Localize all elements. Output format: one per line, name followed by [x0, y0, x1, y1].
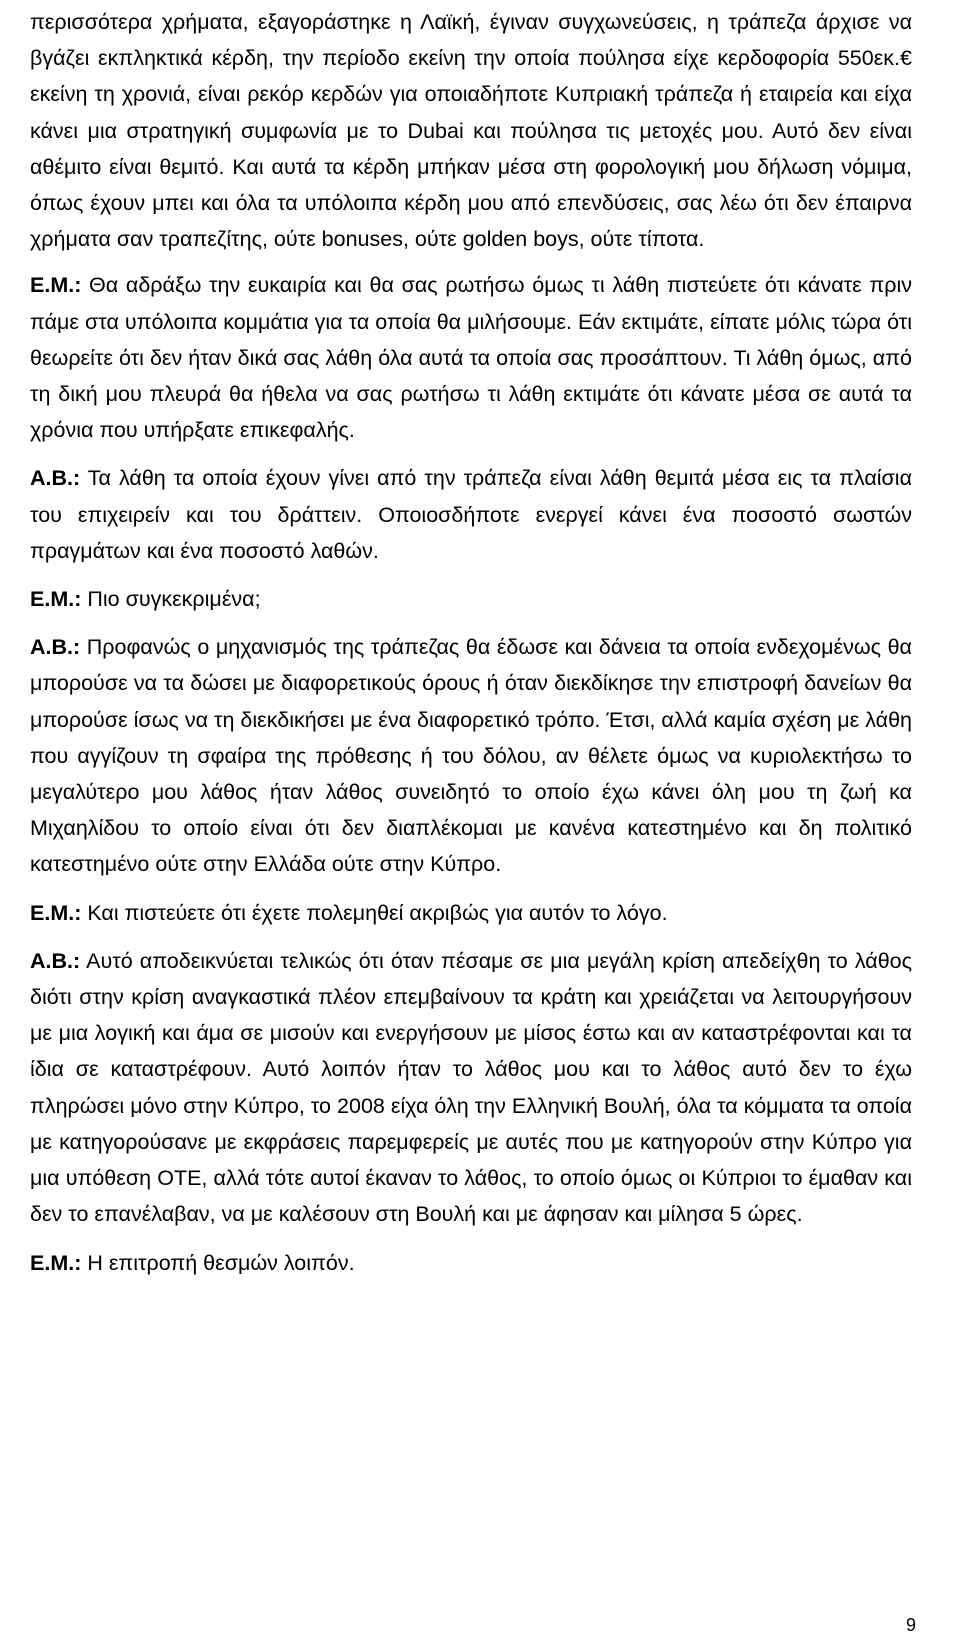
- paragraph-text: Αυτό αποδεικνύεται τελικώς ότι όταν πέσαμε σε μια μεγάλη κρίση απεδείχθη το λάθος διότι στην κρίση αναγκαστικά πλέον επεμβαίνουν τα κράτη και χρειάζεται να λειτουργήσουν με μια λογική και άμα σε μισούν και ενεργήσουν με μίσος έστω και αν καταστρέφονται και τα ίδια σε καταστρέφουν. Αυτό λοιπόν ήταν το λάθος μου και το λάθος αυτό δεν το έχω πληρώσει μόνο στην Κύπρο, το 2008 είχα όλη την Ελληνική Βουλή, όλα τα κόμματα τα οποία με κατηγορούσανε με εκφράσεις παρεμφερείς με αυτές που με κατηγορούν στην Κύπρο για μια υπόθεση ΟΤΕ, αλλά τότε αυτοί έκαναν το λάθος, το οποίο όμως οι Κύπριοι το έμαθαν και δεν το επανέλαβαν, να με καλέσουν στη Βουλή και με άφησαν και μίλησα 5 ώρες.: [30, 948, 912, 1227]
- paragraph-text: περισσότερα χρήματα, εξαγοράστηκε η Λαϊκή, έγιναν συγχωνεύσεις, η τράπεζα άρχισε να βγάζει εκπληκτικά κέρδη, την περίοδο εκείνη την οποία πούλησα είχε κερδοφορία 550εκ.€ εκείνη τη χρονιά, είναι ρεκόρ κερδών για οποιαδήποτε Κυπριακή τράπεζα ή εταιρεία και είχα κάνει μια στρατηγική συμφωνία με το Dubai και πούλησα τις μετοχές μου. Αυτό δεν είναι αθέμιτο είναι θεμιτό. Και αυτά τα κέρδη μπήκαν μέσα στη φορολογική μου δήλωση νόμιμα, όπως έχουν μπει και όλα τα υπόλοιπα κέρδη μου από επενδύσεις, σας λέω ότι δεν έπαιρνα χρήματα σαν τραπεζίτης, ούτε bonuses, ούτε golden boys, ούτε τίποτα.: [30, 10, 912, 252]
- paragraph-ab-answer-crisis: [30, 943, 912, 1233]
- speaker-label: Α.Β.:: [30, 948, 81, 973]
- speaker-label: Ε.Μ.:: [30, 587, 82, 612]
- speaker-label: Ε.Μ.:: [30, 1250, 82, 1275]
- paragraph-text: Τα λάθη τα οποία έχουν γίνει από την τράπεζα είναι λάθη θεμιτά μέσα εις τα πλαίσια του επιχειρείν και του δράττειν. Οποιοσδήποτε ενεργεί κάνει ένα ποσοστό σωστών πραγμάτων και ένα ποσοστό λαθών.: [30, 466, 912, 563]
- paragraph-em-question-mistakes: [30, 267, 912, 448]
- speaker-label: Ε.Μ.:: [30, 900, 82, 925]
- paragraph-ab-answer-mistakes: [30, 460, 912, 569]
- paragraph-em-fought: [30, 895, 912, 931]
- paragraph-text: Θα αδράξω την ευκαιρία και θα σας ρωτήσω όμως τι λάθη πιστεύετε ότι κάνατε πριν πάμε στα υπόλοιπα κομμάτια για τα οποία θα μιλήσουμε. Εάν εκτιμάτε, είπατε μόλις τώρα ότι θεωρείτε ότι δεν ήταν δικά σας λάθη όλα αυτά τα οποία σας προσάπτουν. Τι λάθη όμως, από τη δική μου πλευρά θα ήθελα να σας ρωτήσω τι λάθη εκτιμάτε ότι κάνατε μέσα σε αυτά τα χρόνια που υπήρξατε επικεφαλής.: [30, 273, 912, 443]
- paragraph-em-more-specific: [30, 581, 912, 617]
- paragraph-text: Και πιστεύετε ότι έχετε πολεμηθεί ακριβώς για αυτόν το λόγο.: [81, 900, 668, 925]
- paragraph-ab-answer-mechanism: [30, 629, 912, 882]
- paragraph-text: Πιο συγκεκριμένα;: [81, 587, 261, 612]
- speaker-label: Ε.Μ.:: [30, 273, 82, 298]
- paragraph-continuation: [30, 4, 912, 257]
- speaker-label: Α.Β.:: [30, 635, 81, 660]
- speaker-label: Α.Β.:: [30, 466, 81, 491]
- page-number: 9: [905, 1615, 916, 1635]
- paragraph-text: Προφανώς ο μηχανισμός της τράπεζας θα έδωσε και δάνεια τα οποία ενδεχομένως θα μπορούσε να τα δώσει με διαφορετικούς όρους ή όταν διεκδίκησε την επιστροφή δανείων θα μπορούσε ίσως να τη διεκδικήσει με ένα διαφορετικό τρόπο. Έτσι, αλλά καμία σχέση με λάθη που αγγίζουν τη σφαίρα της πρόθεσης ή του δόλου, αν θέλετε όμως να κυριολεκτήσω το μεγαλύτερο μου λάθος ήταν λάθος συνειδητό το οποίο έχω κάνει όλη μου τη ζωή κα Μιχαηλίδου το οποίο είναι ότι δεν διαπλέκομαι με κανένα κατεστημένο και δη πολιτικό κατεστημένο ούτε στην Ελλάδα ούτε στην Κύπρο.: [30, 635, 912, 877]
- paragraph-text: Η επιτροπή θεσμών λοιπόν.: [81, 1250, 355, 1275]
- paragraph-em-institutions: [30, 1245, 912, 1281]
